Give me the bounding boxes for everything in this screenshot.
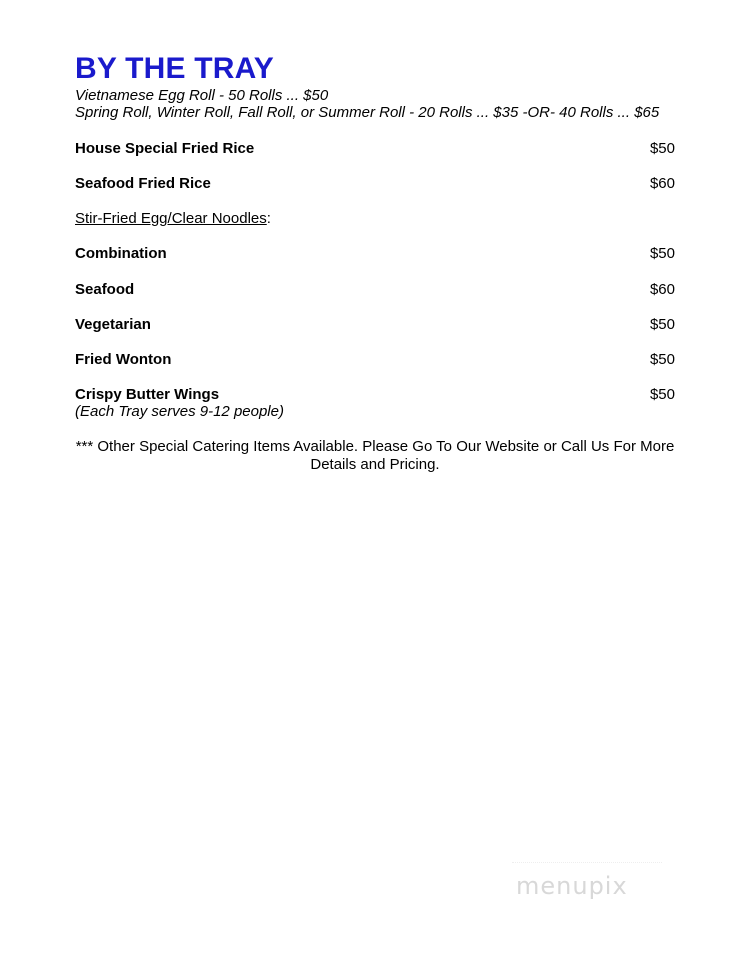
menu-item-name: Combination [75, 245, 167, 262]
menu-item-price: $50 [649, 351, 675, 368]
menu-item-price: $50 [649, 386, 675, 403]
egg-roll-subtitle: Vietnamese Egg Roll - 50 Rolls ... $50 [75, 87, 329, 104]
noodles-section-colon: : [266, 210, 271, 227]
page-title: BY THE TRAY [75, 52, 274, 85]
menu-item-seafood [75, 281, 675, 299]
menu-item-name: Seafood [75, 281, 135, 298]
spring-roll-subtitle: Spring Roll, Winter Roll, Fall Roll, or Summer Roll - 20 Rolls ... $35 -OR- 40 Rolls ... $65 [75, 104, 660, 121]
footer-line-2: Details and Pricing. [310, 456, 440, 473]
catering-footer-note [75, 438, 675, 474]
menu-item-crispy-butter-wings [75, 386, 675, 404]
menu-item-name: Fried Wonton [75, 351, 172, 368]
menu-item-name: Seafood Fried Rice [75, 175, 211, 192]
menu-item-name: Vegetarian [75, 316, 151, 333]
watermark-divider [512, 862, 662, 863]
menu-item-house-special-fried-rice [75, 140, 675, 158]
menu-item-name: House Special Fried Rice [75, 140, 255, 157]
footer-line-1: *** Other Special Catering Items Available. Please Go To Our Website or Call Us For More [75, 438, 675, 455]
menu-item-price: $60 [649, 281, 675, 298]
menu-item-vegetarian [75, 316, 675, 334]
menu-item-price: $60 [649, 175, 675, 192]
menu-item-price: $50 [649, 140, 675, 157]
noodles-section-label [75, 210, 271, 227]
serving-note: (Each Tray serves 9-12 people) [75, 403, 284, 420]
menu-item-fried-wonton [75, 351, 675, 369]
menu-item-price: $50 [649, 245, 675, 262]
noodles-section-title: Stir-Fried Egg/Clear Noodles [75, 210, 267, 227]
menupix-watermark: menupix [516, 872, 628, 900]
menu-item-name: Crispy Butter Wings [75, 386, 220, 403]
menu-item-price: $50 [649, 316, 675, 333]
menu-item-seafood-fried-rice [75, 175, 675, 193]
menu-item-combination [75, 245, 675, 263]
